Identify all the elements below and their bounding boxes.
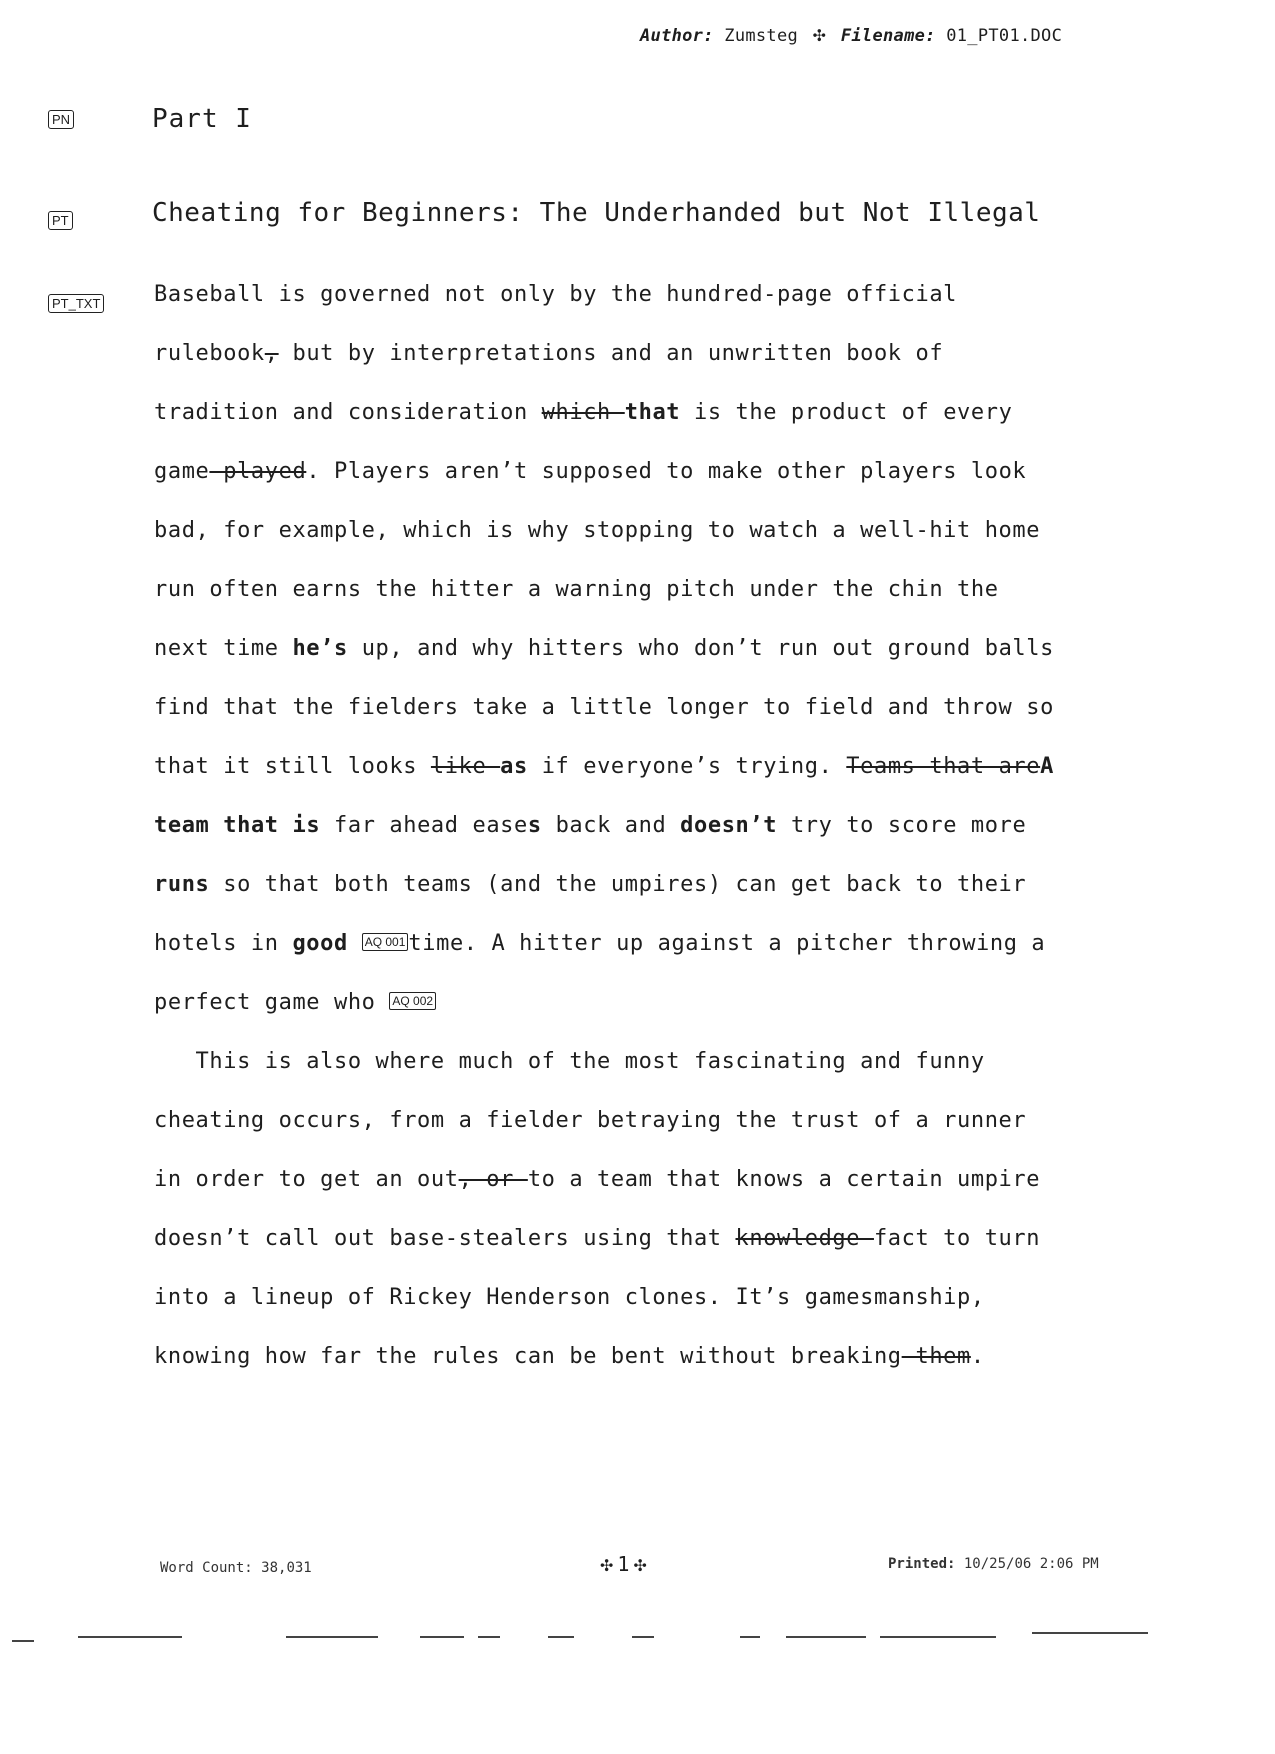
text-run: back and xyxy=(541,813,681,838)
inserted-text: s xyxy=(527,813,542,838)
deleted-text: like xyxy=(430,754,501,779)
inserted-text: that is xyxy=(223,813,321,838)
text-run: is the product of every xyxy=(680,400,1013,425)
text-run: to a team that knows a certain umpire xyxy=(527,1167,1041,1192)
manuscript-line xyxy=(154,813,1026,838)
text-run: bad, for example, which is why stopping to watch a well-hit home xyxy=(154,518,1041,543)
inserted-text: A xyxy=(1040,754,1054,779)
text-run: fact to turn xyxy=(873,1226,1041,1251)
manuscript-line xyxy=(154,872,1026,897)
style-tag-part-title: PT xyxy=(48,211,73,230)
word-count xyxy=(160,1560,312,1576)
scan-artifact-line xyxy=(286,1636,378,1638)
text-run: game xyxy=(154,459,210,484)
inserted-text: team xyxy=(154,813,210,838)
manuscript-line xyxy=(154,931,1045,956)
filename-label: Filename: xyxy=(840,26,936,46)
deleted-text: played xyxy=(209,459,307,484)
text-run: doesn’t call out base-stealers using that xyxy=(154,1226,736,1251)
scan-artifact-line xyxy=(548,1636,574,1638)
manuscript-line xyxy=(154,282,957,307)
scan-artifact-line xyxy=(478,1636,500,1638)
inserted-text: doesn’t xyxy=(680,813,778,838)
ornament-icon: ✣ xyxy=(633,1556,647,1575)
inserted-text: that xyxy=(624,400,681,425)
style-tag-part-text: PT_TXT xyxy=(48,294,104,313)
text-run: if everyone’s trying. xyxy=(527,754,847,779)
ornament-icon: ✣ xyxy=(600,1556,614,1575)
author-query-tag: AQ 002 xyxy=(389,992,436,1010)
text-run: time. A hitter up against a pitcher throwing a xyxy=(408,931,1046,956)
scan-artifact-line xyxy=(1032,1632,1148,1634)
text-run: rulebook xyxy=(154,341,265,366)
text-run xyxy=(348,931,362,956)
text-run: far ahead ease xyxy=(320,813,528,838)
manuscript-line xyxy=(154,1049,985,1074)
scan-artifact-line xyxy=(78,1636,182,1638)
filename-value: 01_PT01.DOC xyxy=(946,26,1063,46)
scan-artifact-line xyxy=(632,1636,654,1638)
style-tag-part-number: PN xyxy=(48,110,74,129)
manuscript-line xyxy=(154,1344,985,1369)
scan-artifact-line xyxy=(880,1636,996,1638)
text-run: cheating occurs, from a fielder betraying the trust of a runner xyxy=(154,1108,1027,1133)
text-run: up, and why hitters who don’t run out ground balls xyxy=(347,636,1054,661)
scan-artifact-line xyxy=(420,1636,464,1638)
inserted-text: he’s xyxy=(292,636,348,661)
deleted-text: them xyxy=(901,1344,971,1369)
text-run: that it still looks xyxy=(154,754,431,779)
word-count-label: Word Count: xyxy=(160,1560,253,1576)
part-title-heading: Cheating for Beginners: The Underhanded but Not Illegal xyxy=(152,198,1041,228)
scan-artifact-line xyxy=(740,1636,760,1638)
manuscript-line xyxy=(154,400,1012,425)
manuscript-line xyxy=(154,518,1040,543)
deleted-text: which xyxy=(541,400,625,425)
text-run: in order to get an out xyxy=(154,1167,459,1192)
page-number: 1 xyxy=(617,1552,630,1576)
text-run: knowing how far the rules can be bent without breaking xyxy=(154,1344,902,1369)
text-run: . Players aren’t supposed to make other players look xyxy=(306,459,1027,484)
text-run: try to score more xyxy=(777,813,1027,838)
author-value: Zumsteg xyxy=(724,26,799,46)
inserted-text: runs xyxy=(154,872,210,897)
text-run: This is also where much of the most fascinating and funny xyxy=(154,1049,985,1074)
manuscript-line xyxy=(154,1108,1026,1133)
manuscript-line xyxy=(154,459,1026,484)
text-run: Baseball is governed not only by the hundred-page official xyxy=(154,282,958,307)
text-run: so that both teams (and the umpires) can get back to their xyxy=(209,872,1027,897)
manuscript-line xyxy=(154,990,436,1015)
author-label: Author: xyxy=(640,26,714,46)
manuscript-line xyxy=(154,636,1054,661)
deleted-text: , or xyxy=(458,1167,528,1192)
printed-date xyxy=(888,1556,1099,1572)
text-run: hotels in xyxy=(154,931,293,956)
text-run: perfect game who xyxy=(154,990,390,1015)
inserted-text: as xyxy=(500,754,528,779)
manuscript-line xyxy=(154,1226,1040,1251)
manuscript-line xyxy=(154,695,1054,720)
manuscript-line xyxy=(154,577,999,602)
text-run: but by interpretations and an unwritten book of xyxy=(278,341,944,366)
scan-artifact-line xyxy=(786,1636,866,1638)
manuscript-line xyxy=(154,341,943,366)
text-run: next time xyxy=(154,636,293,661)
deleted-text: , xyxy=(264,341,279,366)
word-count-value: 38,031 xyxy=(261,1560,312,1576)
text-run: run often earns the hitter a warning pitch under the chin the xyxy=(154,577,999,602)
document-header xyxy=(640,26,1062,46)
text-run: tradition and consideration xyxy=(154,400,542,425)
deleted-text: knowledge xyxy=(735,1226,874,1251)
manuscript-line xyxy=(154,754,1054,779)
text-run: find that the fielders take a little longer to field and throw so xyxy=(154,695,1054,720)
manuscript-line xyxy=(154,1285,985,1310)
deleted-text: Teams that are xyxy=(846,754,1041,779)
part-number-heading: Part I xyxy=(152,104,252,134)
scan-artifact-line xyxy=(12,1640,34,1642)
page-number-block xyxy=(596,1552,651,1576)
manuscript-line xyxy=(154,1167,1040,1192)
text-run: into a lineup of Rickey Henderson clones. It’s gamesmanship, xyxy=(154,1285,985,1310)
author-query-tag: AQ 001 xyxy=(362,933,409,951)
inserted-text: good xyxy=(292,931,348,956)
printed-value: 10/25/06 2:06 PM xyxy=(963,1556,1099,1572)
printed-label: Printed: xyxy=(888,1556,956,1572)
text-run xyxy=(209,813,223,838)
ornament-icon: ✣ xyxy=(812,26,827,45)
text-run: . xyxy=(970,1344,985,1369)
